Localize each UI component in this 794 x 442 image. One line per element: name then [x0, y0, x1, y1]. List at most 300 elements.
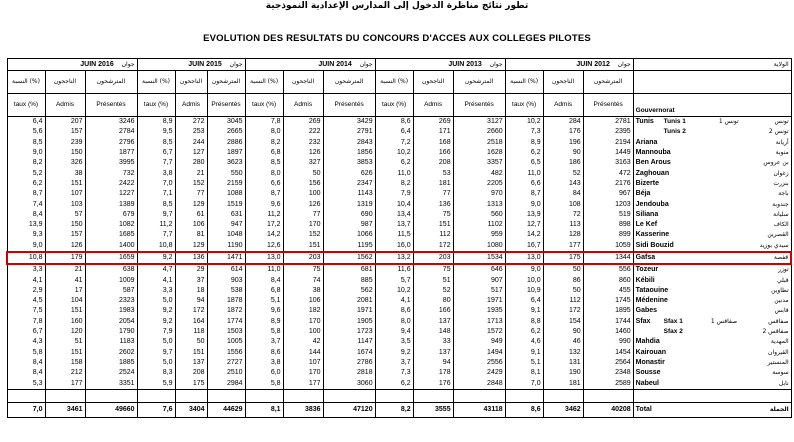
year-header: [375, 59, 505, 71]
table-cell: 1905: [323, 317, 375, 327]
col-header-admis-ar: الناجحون: [283, 71, 323, 94]
table-cell: 151: [413, 220, 453, 230]
table-cell: 1389: [85, 199, 137, 209]
table-cell: 6,2: [375, 158, 413, 168]
governorate-name: Médenine: [635, 297, 668, 305]
table-cell: 13,7: [375, 220, 413, 230]
total-cell: 8,1: [245, 402, 283, 417]
table-row: [7, 296, 791, 306]
table-row: [7, 306, 791, 316]
governorate-name-ar: القصرين: [767, 231, 789, 239]
table-cell: 7,5: [7, 306, 45, 316]
table-cell: 42: [283, 337, 323, 347]
governorate-cell: [633, 327, 791, 337]
table-cell: 560: [453, 210, 505, 220]
table-cell: 3,3: [7, 264, 45, 275]
table-cell: 77: [413, 189, 453, 199]
table-cell: 41: [45, 275, 85, 285]
total-cell: 8,6: [505, 402, 543, 417]
table-cell: 7,9: [375, 189, 413, 199]
col-header-blank: [633, 71, 791, 94]
table-cell: 50: [283, 168, 323, 178]
table-cell: 5,7: [375, 275, 413, 285]
table-cell: 1147: [323, 337, 375, 347]
table-cell: 151: [45, 306, 85, 316]
col-header-taux: taux (%): [137, 94, 175, 117]
table-cell: 100: [283, 327, 323, 337]
table-cell: 970: [453, 189, 505, 199]
governorate-name-ar: بن عروس: [763, 159, 789, 167]
blank-cell: [583, 389, 633, 402]
table-cell: 679: [85, 210, 137, 220]
table-cell: 186: [543, 158, 583, 168]
governorate-cell: [633, 275, 791, 285]
table-cell: 327: [283, 158, 323, 168]
table-cell: 8,1: [505, 368, 543, 378]
table-cell: 50: [543, 286, 583, 296]
table-cell: 9,5: [137, 127, 175, 137]
table-cell: 37: [175, 275, 207, 285]
table-cell: 1983: [85, 306, 137, 316]
governorate-name: Nabeul: [635, 379, 659, 387]
table-cell: 5,9: [137, 378, 175, 389]
table-cell: 8,4: [7, 358, 45, 368]
table-cell: 150: [45, 220, 85, 230]
table-cell: 4,3: [7, 337, 45, 347]
table-cell: 3,8: [137, 168, 175, 178]
table-cell: 2848: [453, 378, 505, 389]
table-cell: 126: [45, 241, 85, 252]
governorate-cell: [633, 117, 791, 128]
table-cell: 1659: [85, 252, 137, 264]
table-cell: 2665: [207, 127, 245, 137]
blank-cell: [505, 389, 543, 402]
governorate-name: Tataouine: [635, 286, 669, 294]
table-cell: 3995: [85, 158, 137, 168]
col-header-taux-ar: النسبة (%): [245, 71, 283, 94]
table-cell: 2524: [85, 368, 137, 378]
table-cell: 1190: [207, 241, 245, 252]
col-header-presentes: Présentés: [207, 94, 245, 117]
table-row: [7, 368, 791, 378]
blank-cell: [543, 389, 583, 402]
governorate-group-name: Tunis: [635, 118, 654, 126]
table-cell: 14,2: [505, 230, 543, 240]
table-cell: 157: [45, 127, 85, 137]
table-cell: 126: [283, 199, 323, 209]
col-header-presentes-ar: المترشحون: [583, 71, 633, 94]
table-cell: 8,0: [375, 317, 413, 327]
table-cell: 106: [175, 220, 207, 230]
governorate-name: Le Kef: [635, 221, 658, 229]
table-cell: 885: [323, 275, 375, 285]
table-cell: 1227: [85, 189, 137, 199]
governorate-cell: [633, 252, 791, 264]
governorate-name: Sidi Bouzid: [635, 241, 674, 249]
table-cell: 157: [45, 230, 85, 240]
table-cell: 90: [543, 327, 583, 337]
table-cell: 80: [413, 296, 453, 306]
table-cell: 967: [583, 189, 633, 199]
table-cell: 482: [453, 168, 505, 178]
governorate-cell: [633, 286, 791, 296]
governorate-group-name-ar: صفاقس: [768, 317, 789, 325]
table-cell: 5,0: [137, 296, 175, 306]
table-cell: 182: [283, 306, 323, 316]
governorate-cell: [633, 306, 791, 316]
table-cell: 3127: [453, 117, 505, 128]
governorate-name-ar: منوبة: [775, 149, 789, 157]
table-row: [7, 148, 791, 158]
table-cell: 178: [413, 368, 453, 378]
table-cell: 38: [45, 168, 85, 178]
table-cell: 170: [283, 317, 323, 327]
table-cell: 46: [543, 337, 583, 347]
table-cell: 5,6: [7, 127, 45, 137]
table-cell: 176: [413, 378, 453, 389]
table-cell: 196: [543, 138, 583, 148]
table-cell: 208: [413, 158, 453, 168]
governorate-name-ar: سوسة: [772, 369, 789, 377]
table-cell: 81: [175, 230, 207, 240]
year-label: JUIN 2013: [448, 60, 482, 68]
table-cell: 14,2: [245, 230, 283, 240]
table-cell: 903: [207, 275, 245, 285]
governorate-name-ar: صفاقس 2: [762, 328, 789, 336]
table-cell: 1319: [323, 199, 375, 209]
table-cell: 4,7: [137, 264, 175, 275]
table-cell: 8,2: [7, 158, 45, 168]
table-cell: 2347: [323, 179, 375, 189]
table-cell: 1005: [207, 337, 245, 347]
table-cell: 2781: [583, 117, 633, 128]
table-cell: 3246: [85, 117, 137, 128]
table-cell: 9,0: [505, 264, 543, 275]
governorate-cell: [633, 179, 791, 189]
table-cell: 10,8: [137, 241, 175, 252]
total-cell: 49660: [85, 402, 137, 417]
table-cell: 170: [283, 368, 323, 378]
table-row: [7, 275, 791, 285]
table-cell: 2556: [453, 358, 505, 368]
governorate-name-ar: مدنين: [774, 297, 789, 305]
col-header-taux: taux (%): [245, 94, 283, 117]
table-cell: 152: [283, 230, 323, 240]
table-cell: 3,7: [375, 358, 413, 368]
table-cell: 12,7: [505, 220, 543, 230]
table-cell: 6,8: [245, 286, 283, 296]
table-cell: 1203: [583, 199, 633, 209]
table-cell: 1313: [453, 199, 505, 209]
table-cell: 1971: [323, 306, 375, 316]
table-cell: 108: [543, 199, 583, 209]
governorate-name-ar: القيروان: [768, 348, 789, 356]
wilaya-header-ar: الولاية: [633, 59, 791, 71]
table-cell: 5,0: [137, 337, 175, 347]
governorate-name-ar: قبلي: [776, 276, 789, 284]
col-header-admis: Admis: [45, 94, 85, 117]
table-cell: 272: [175, 117, 207, 128]
table-cell: 166: [413, 148, 453, 158]
table-cell: 126: [283, 148, 323, 158]
table-cell: 1774: [207, 317, 245, 327]
table-cell: 519: [583, 210, 633, 220]
table-cell: 13,4: [375, 210, 413, 220]
table-cell: 2786: [323, 358, 375, 368]
blank-cell: [137, 389, 175, 402]
table-cell: 129: [175, 241, 207, 252]
blank-cell: [7, 389, 45, 402]
table-cell: 2784: [85, 127, 137, 137]
table-cell: 1878: [207, 296, 245, 306]
year-header: [7, 59, 137, 71]
table-cell: 9,6: [245, 199, 283, 209]
table-cell: 1895: [583, 306, 633, 316]
table-cell: 8,9: [137, 117, 175, 128]
table-cell: 7,9: [137, 327, 175, 337]
table-cell: 94: [413, 358, 453, 368]
table-cell: 52: [413, 286, 453, 296]
table-row: [7, 158, 791, 168]
table-cell: 90: [543, 148, 583, 158]
table-cell: 472: [583, 168, 633, 178]
table-cell: 6,2: [7, 179, 45, 189]
table-cell: 2564: [583, 358, 633, 368]
table-cell: 128: [543, 230, 583, 240]
table-cell: 732: [85, 168, 137, 178]
table-cell: 1723: [323, 327, 375, 337]
table-cell: 164: [175, 317, 207, 327]
governorate-name-ar: الكاف: [773, 221, 789, 229]
table-cell: 2,9: [7, 286, 45, 296]
table-cell: 7,8: [7, 317, 45, 327]
table-cell: 143: [543, 179, 583, 189]
year-label-ar: جوان: [119, 60, 135, 68]
table-cell: 1935: [453, 306, 505, 316]
table-cell: 3,3: [137, 286, 175, 296]
table-cell: 74: [283, 275, 323, 285]
table-cell: 8,4: [7, 368, 45, 378]
governorate-cell: [633, 220, 791, 230]
table-cell: 2348: [583, 368, 633, 378]
table-cell: 137: [413, 348, 453, 358]
table-cell: 38: [283, 286, 323, 296]
table-cell: 75: [413, 264, 453, 275]
table-cell: 269: [283, 117, 323, 128]
total-label-cell: [633, 402, 791, 417]
table-cell: 3429: [323, 117, 375, 128]
table-cell: 7,7: [137, 230, 175, 240]
table-cell: 631: [207, 210, 245, 220]
table-cell: 13,9: [505, 210, 543, 220]
governorate-name: Siliana: [635, 210, 659, 218]
governorate-sub-name: Tunis 2: [663, 128, 686, 136]
table-cell: 172: [175, 306, 207, 316]
table-cell: 136: [413, 199, 453, 209]
table-cell: 61: [175, 210, 207, 220]
governorate-cell: [633, 368, 791, 378]
governorate-name-ar: توزر: [778, 266, 789, 274]
table-cell: 2602: [85, 348, 137, 358]
table-cell: 1971: [453, 296, 505, 306]
table-cell: 181: [543, 378, 583, 389]
table-cell: 9,0: [7, 241, 45, 252]
total-cell: 3404: [175, 402, 207, 417]
governorate-cell: [633, 296, 791, 306]
year-header: [505, 59, 633, 71]
table-cell: 179: [45, 252, 85, 264]
total-row: [7, 402, 791, 417]
table-cell: 7,1: [137, 189, 175, 199]
col-header-presentes-ar: المترشحون: [453, 71, 505, 94]
table-row: [7, 286, 791, 296]
governorate-cell: [633, 241, 791, 252]
table-cell: 176: [543, 127, 583, 137]
table-cell: 1503: [207, 327, 245, 337]
table-cell: 2194: [583, 138, 633, 148]
table-cell: 6,4: [505, 296, 543, 306]
governorate-name: Ben Arous: [635, 159, 671, 167]
table-cell: 1556: [207, 348, 245, 358]
table-cell: 3,8: [245, 358, 283, 368]
governorate-name: Kébili: [635, 276, 655, 284]
table-cell: 16,0: [375, 241, 413, 252]
results-table: [6, 58, 792, 418]
table-cell: 17: [45, 286, 85, 296]
governorate-name: Ariana: [635, 138, 658, 146]
table-cell: 7,8: [245, 117, 283, 128]
table-cell: 1059: [583, 241, 633, 252]
table-cell: 2510: [207, 368, 245, 378]
table-cell: 151: [45, 348, 85, 358]
table-cell: 127: [175, 148, 207, 158]
blank-cell: [323, 389, 375, 402]
governorate-name-ar: زغوان: [773, 169, 789, 177]
table-cell: 556: [583, 264, 633, 275]
table-row: [7, 179, 791, 189]
table-cell: 6,2: [505, 327, 543, 337]
table-cell: 1195: [323, 241, 375, 252]
table-cell: 100: [283, 189, 323, 199]
table-cell: 118: [175, 327, 207, 337]
year-label: JUIN 2016: [80, 60, 114, 68]
governorate-group-name: Sfax: [635, 317, 651, 325]
blank-cell: [413, 389, 453, 402]
total-label-ar: الجملة: [769, 405, 789, 413]
table-cell: 1745: [583, 296, 633, 306]
table-cell: 1183: [85, 337, 137, 347]
table-cell: 9,2: [137, 252, 175, 264]
table-cell: 1877: [85, 148, 137, 158]
table-row: [7, 117, 791, 128]
table-cell: 455: [583, 286, 633, 296]
table-cell: 4,5: [7, 296, 45, 306]
total-cell: 3836: [283, 402, 323, 417]
table-cell: 550: [207, 168, 245, 178]
table-cell: 1454: [583, 348, 633, 358]
table-cell: 11,2: [137, 220, 175, 230]
table-cell: 129: [175, 199, 207, 209]
governorate-name: Sousse: [635, 369, 661, 377]
table-cell: 29: [175, 264, 207, 275]
total-cell: 8,2: [375, 402, 413, 417]
table-cell: 1685: [85, 230, 137, 240]
table-cell: 1534: [453, 252, 505, 264]
col-header-taux: taux (%): [505, 94, 543, 117]
table-cell: 2518: [453, 138, 505, 148]
table-cell: 1082: [85, 220, 137, 230]
table-cell: 203: [413, 252, 453, 264]
table-cell: 9,7: [137, 210, 175, 220]
governorate-cell: [633, 264, 791, 275]
year-label-ar: جوان: [227, 60, 243, 68]
table-cell: 212: [45, 368, 85, 378]
table-cell: 6,0: [245, 368, 283, 378]
table-row: [7, 138, 791, 148]
table-cell: 106: [283, 296, 323, 306]
table-cell: 1519: [207, 199, 245, 209]
table-cell: 190: [543, 368, 583, 378]
table-cell: 6,2: [375, 378, 413, 389]
year-label: JUIN 2014: [318, 60, 352, 68]
table-cell: 1471: [207, 252, 245, 264]
col-header-admis-ar: الناجحون: [413, 71, 453, 94]
year-label-ar: جوان: [487, 60, 503, 68]
governorate-cell: [633, 230, 791, 240]
table-cell: 2081: [323, 296, 375, 306]
total-cell: 47120: [323, 402, 375, 417]
governorate-name: Mahdia: [635, 338, 660, 346]
table-cell: 987: [323, 220, 375, 230]
table-cell: 8,4: [245, 275, 283, 285]
table-cell: 538: [207, 286, 245, 296]
col-header-taux-ar: النسبة (%): [505, 71, 543, 94]
table-cell: 2054: [85, 317, 137, 327]
col-header-presentes-ar: المترشحون: [323, 71, 375, 94]
governorate-name: Béja: [635, 190, 651, 198]
governorate-sub-name: Sfax 2: [663, 328, 683, 336]
governorate-name-ar: سيدي بوزيد: [759, 241, 789, 249]
table-cell: 77: [175, 189, 207, 199]
table-cell: 13,0: [505, 252, 543, 264]
table-cell: 587: [85, 286, 137, 296]
governorate-name-ar: صفاقس 1: [710, 317, 738, 325]
table-cell: 137: [175, 358, 207, 368]
total-cell: 7,6: [137, 402, 175, 417]
table-cell: 172: [413, 241, 453, 252]
table-cell: 172: [543, 306, 583, 316]
table-cell: 50: [543, 264, 583, 275]
table-cell: 8,0: [245, 168, 283, 178]
table-cell: 11,6: [375, 264, 413, 275]
table-cell: 4,1: [137, 275, 175, 285]
table-cell: 9,2: [137, 306, 175, 316]
governorate-name: Kairouan: [635, 348, 666, 356]
table-row: [7, 252, 791, 264]
table-cell: 326: [45, 158, 85, 168]
table-cell: 6,4: [7, 117, 45, 128]
table-cell: 8,5: [137, 138, 175, 148]
governorate-name-ar: تطاوين: [771, 286, 789, 294]
table-cell: 517: [453, 286, 505, 296]
table-cell: 11,2: [245, 210, 283, 220]
table-cell: 1674: [323, 348, 375, 358]
governorate-group-name-ar: تونس: [774, 118, 789, 126]
table-cell: 8,4: [7, 210, 45, 220]
table-cell: 8,2: [375, 179, 413, 189]
table-cell: 1066: [323, 230, 375, 240]
table-cell: 207: [45, 117, 85, 128]
